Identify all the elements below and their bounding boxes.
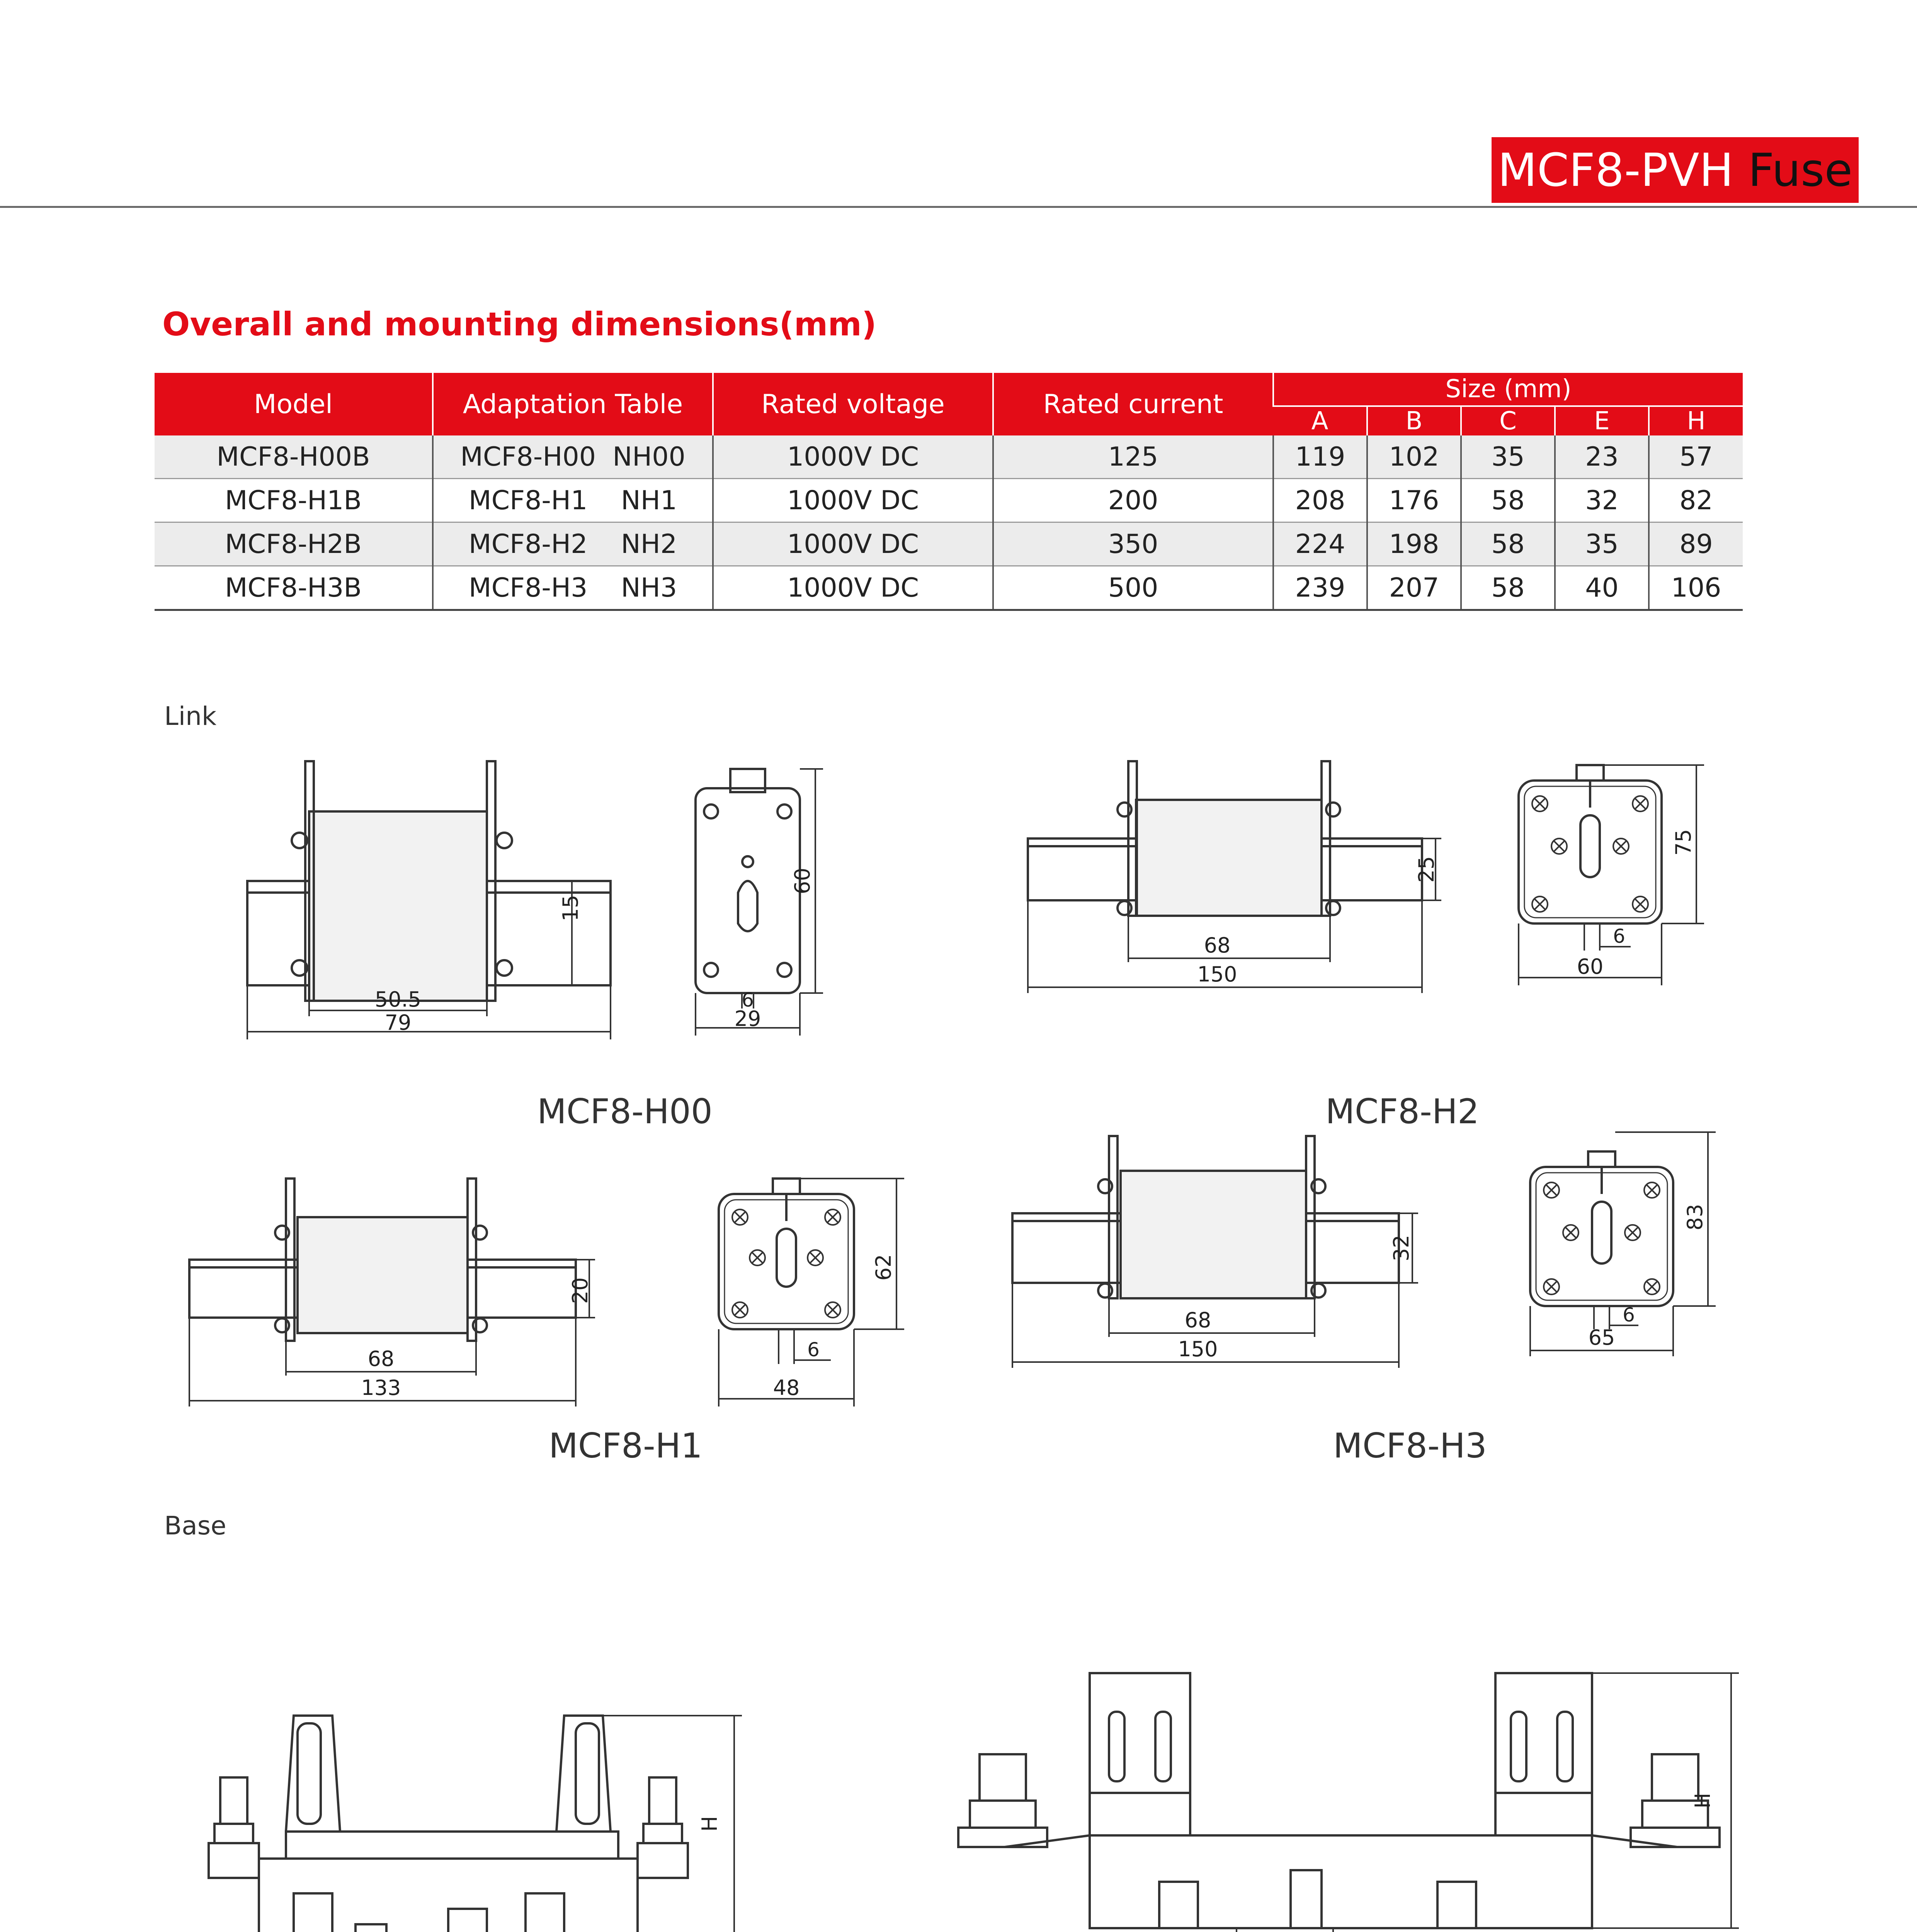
dim-slot: 6 <box>807 1338 820 1361</box>
cell-current: 350 <box>993 522 1273 566</box>
dim-end-width: 29 <box>734 1007 761 1031</box>
link-h2-caption: MCF8-H2 <box>1325 1092 1479 1131</box>
dim-height: H <box>697 1816 722 1832</box>
link-h3-side-drawing <box>1005 1128 1453 1376</box>
dim-side-height: 20 <box>568 1277 592 1304</box>
col-size-h: H <box>1649 406 1743 435</box>
table-row <box>155 522 1743 566</box>
cell-adaptation: MCF8-H2 NH2 <box>433 522 713 566</box>
link-h00-side-drawing <box>216 753 634 1047</box>
col-adaptation: Adaptation Table <box>433 373 713 435</box>
cell-h: 82 <box>1649 479 1743 522</box>
link-h3-caption: MCF8-H3 <box>1333 1426 1487 1466</box>
dim-end-height: 62 <box>871 1254 896 1281</box>
cell-b: 198 <box>1367 522 1461 566</box>
link-h1-end-drawing <box>707 1171 924 1410</box>
table-row <box>155 479 1743 522</box>
cell-current: 200 <box>993 479 1273 522</box>
cell-voltage: 1000V DC <box>713 522 993 566</box>
col-model: Model <box>155 373 433 435</box>
cell-e: 35 <box>1555 522 1649 566</box>
cell-voltage: 1000V DC <box>713 479 993 522</box>
cell-h: 57 <box>1649 435 1743 479</box>
dim-length: 150 <box>1197 962 1237 986</box>
dim-end-height: 75 <box>1671 829 1696 856</box>
link-h1-caption: MCF8-H1 <box>549 1426 703 1466</box>
cell-c: 35 <box>1461 435 1555 479</box>
header-rule <box>0 206 1917 208</box>
cell-e: 40 <box>1555 566 1649 610</box>
cell-c: 58 <box>1461 566 1555 610</box>
cell-current: 125 <box>993 435 1273 479</box>
dim-length: 79 <box>384 1010 412 1035</box>
cell-e: 23 <box>1555 435 1649 479</box>
dim-slot: 6 <box>742 989 754 1011</box>
cell-h: 106 <box>1649 566 1743 610</box>
base-h00b-front-drawing <box>178 1692 781 1932</box>
dim-slot: 6 <box>1623 1304 1635 1326</box>
col-size-e: E <box>1555 406 1649 435</box>
cell-a: 119 <box>1273 435 1367 479</box>
cell-a: 224 <box>1273 522 1367 566</box>
link-h00-caption: MCF8-H00 <box>537 1092 713 1131</box>
cell-current: 500 <box>993 566 1273 610</box>
dim-slot: 6 <box>1613 925 1625 947</box>
section-base-label: Base <box>164 1511 226 1541</box>
cell-c: 58 <box>1461 479 1555 522</box>
cell-e: 32 <box>1555 479 1649 522</box>
dim-body-width: 68 <box>1204 933 1231 957</box>
link-h3-end-drawing <box>1519 1128 1735 1376</box>
cell-model: MCF8-H1B <box>155 479 433 522</box>
cell-b: 207 <box>1367 566 1461 610</box>
link-h2-end-drawing <box>1507 757 1723 997</box>
header-model: MCF8-PVH <box>1497 143 1734 197</box>
dim-body-width: 50.5 <box>374 987 422 1012</box>
section-link-label: Link <box>164 701 217 731</box>
cell-a: 208 <box>1273 479 1367 522</box>
header-suffix: Fuse <box>1748 143 1853 197</box>
col-size-c: C <box>1461 406 1555 435</box>
link-h1-side-drawing <box>182 1175 630 1414</box>
cell-adaptation: MCF8-H1 NH1 <box>433 479 713 522</box>
col-current: Rated current <box>993 373 1273 435</box>
col-voltage: Rated voltage <box>713 373 993 435</box>
dim-body-width: 68 <box>367 1347 395 1371</box>
col-size: Size (mm) <box>1273 373 1743 406</box>
col-size-b: B <box>1367 406 1461 435</box>
dim-length: 133 <box>361 1376 401 1400</box>
dim-end-width: 65 <box>1588 1325 1615 1350</box>
cell-adaptation: MCF8-H00 NH00 <box>433 435 713 479</box>
cell-voltage: 1000V DC <box>713 435 993 479</box>
dim-end-width: 48 <box>773 1376 800 1400</box>
table-row <box>155 566 1743 610</box>
cell-model: MCF8-H2B <box>155 522 433 566</box>
base-h123-front-drawing <box>943 1665 1754 1932</box>
dim-body-width: 68 <box>1184 1308 1211 1332</box>
cell-model: MCF8-H3B <box>155 566 433 610</box>
dim-end-height: 60 <box>790 867 815 895</box>
cell-adaptation: MCF8-H3 NH3 <box>433 566 713 610</box>
cell-c: 58 <box>1461 522 1555 566</box>
cell-a: 239 <box>1273 566 1367 610</box>
link-h2-side-drawing <box>1016 753 1461 1009</box>
table-row <box>155 435 1743 479</box>
dim-end-width: 60 <box>1577 954 1604 979</box>
dim-height: H <box>1691 1793 1715 1809</box>
cell-b: 102 <box>1367 435 1461 479</box>
dim-end-height: 83 <box>1683 1204 1707 1231</box>
dim-length: 150 <box>1178 1337 1218 1361</box>
dim-side-height: 25 <box>1414 856 1439 883</box>
spec-table <box>155 373 1743 611</box>
section-title: Overall and mounting dimensions(mm) <box>162 305 877 343</box>
dim-side-height: 32 <box>1389 1235 1414 1262</box>
cell-h: 89 <box>1649 522 1743 566</box>
header-badge <box>1492 137 1859 203</box>
dim-side-height: 15 <box>558 895 583 922</box>
link-h00-end-drawing <box>680 757 842 1051</box>
cell-b: 176 <box>1367 479 1461 522</box>
cell-model: MCF8-H00B <box>155 435 433 479</box>
col-size-a: A <box>1273 406 1367 435</box>
cell-voltage: 1000V DC <box>713 566 993 610</box>
